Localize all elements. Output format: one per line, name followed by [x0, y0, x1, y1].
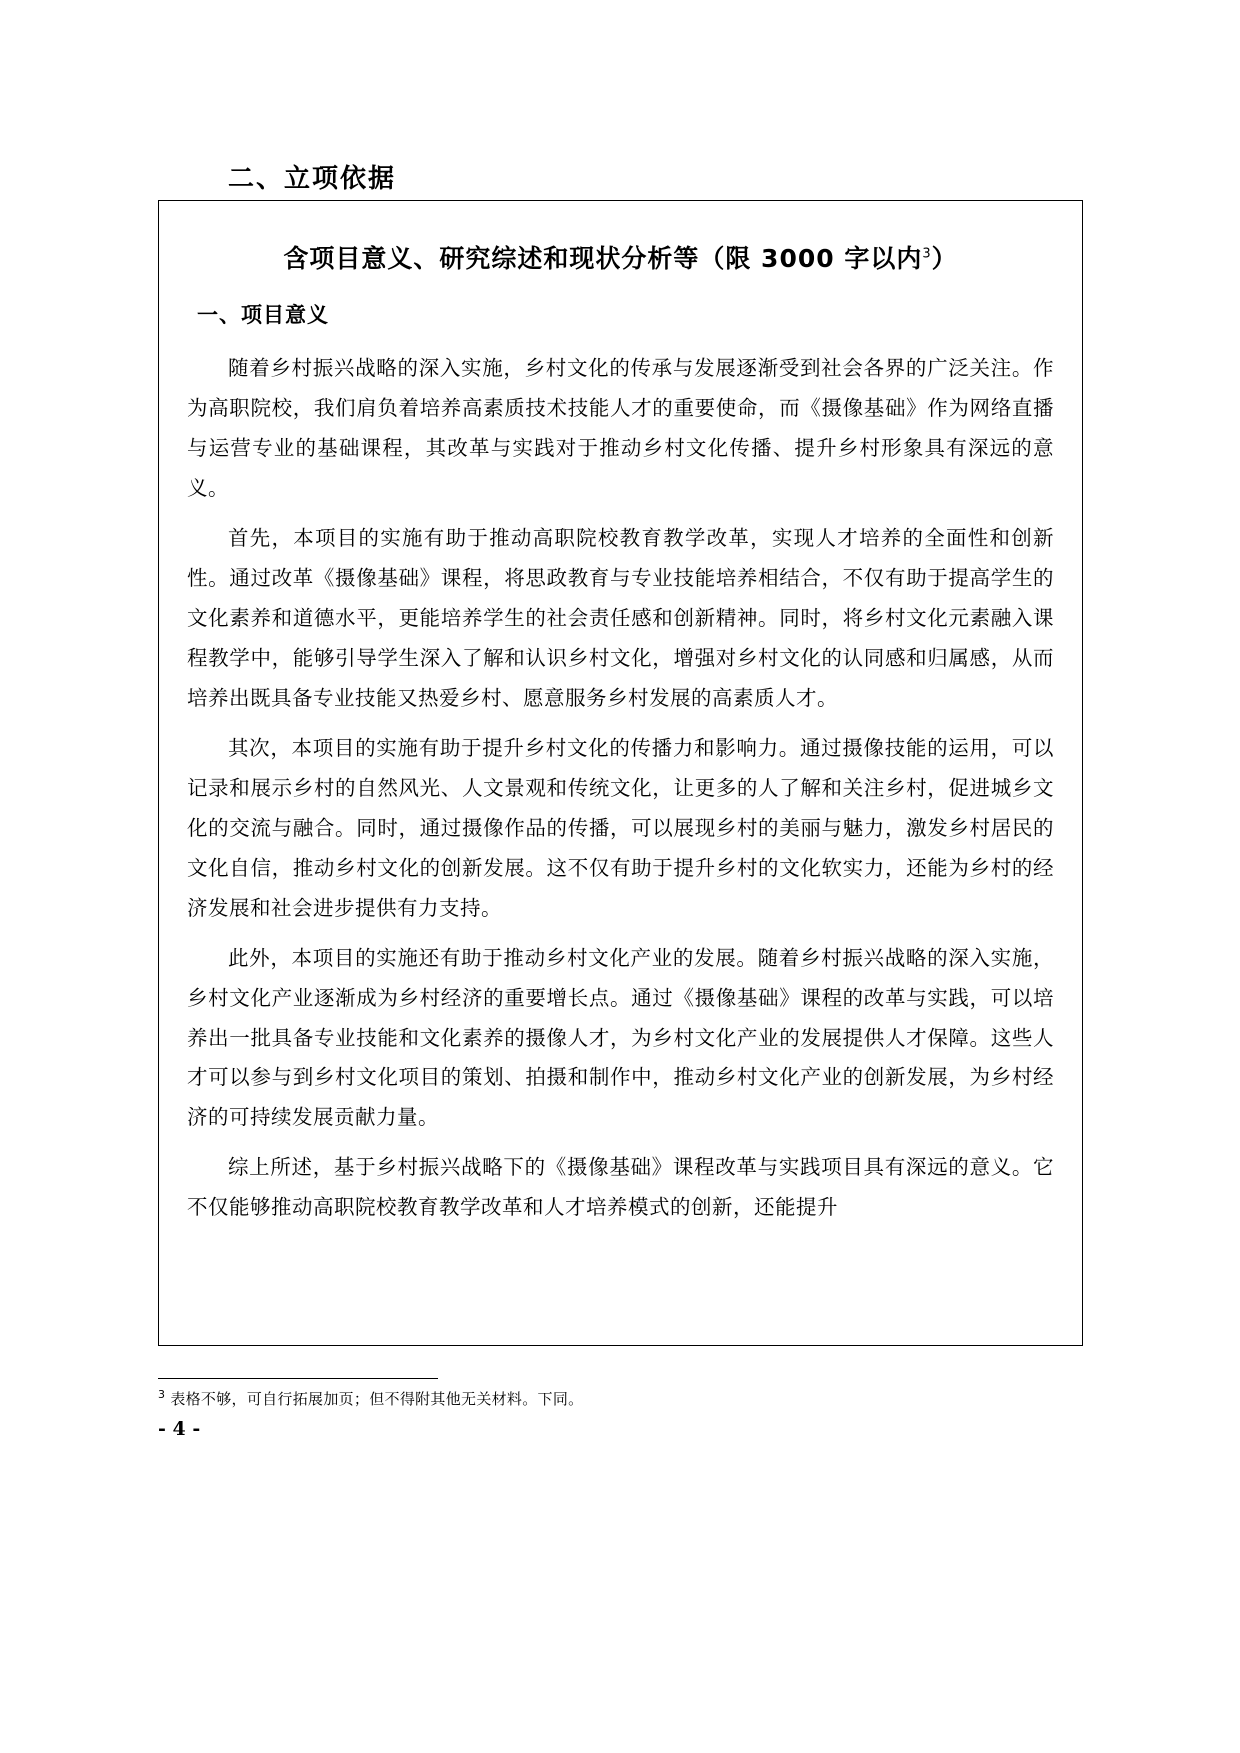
footnote [158, 1388, 1058, 1409]
footnote-divider [158, 1378, 438, 1379]
paragraph: 其次，本项目的实施有助于提升乡村文化的传播力和影响力。通过摄像技能的运用，可以记录和展示乡村的自然风光、人文景观和传统文化，让更多的人了解和关注乡村，促进城乡文化的交流与融合。同时，通过摄像作品的传播，可以展现乡村的美丽与魅力，激发乡村居民的文化自信，推动乡村文化的创新发展。这不仅有助于提升乡村的文化软实力，还能为乡村的经济发展和社会进步提供有力支持。 [187, 735, 1054, 920]
sub-heading: 一、项目意义 [197, 303, 329, 327]
footnote-marker: 3 [158, 1388, 166, 1401]
footnote-text: 表格不够，可自行拓展加页；但不得附其他无关材料。下同。 [170, 1390, 584, 1408]
paragraph: 此外，本项目的实施还有助于推动乡村文化产业的发展。随着乡村振兴战略的深入实施，乡村文化产业逐渐成为乡村经济的重要增长点。通过《摄像基础》课程的改革与实践，可以培养出一批具备专业技能和文化素养的摄像人才，为乡村文化产业的发展提供人才保障。这些人才可以参与到乡村文化项目的策划、拍摄和制作中，推动乡村文化产业的创新发展，为乡村经济的可持续发展贡献力量。 [187, 945, 1054, 1130]
box-title-text: 含项目意义、研究综述和现状分析等（限 3000 字以内 [283, 244, 923, 273]
box-title-suffix: ） [931, 244, 958, 273]
paragraph: 综上所述，基于乡村振兴战略下的《摄像基础》课程改革与实践项目具有深远的意义。它不仅能够推动高职院校教育教学改革和人才培养模式的创新，还能提升 [187, 1155, 1054, 1220]
box-title [187, 239, 1054, 275]
paragraph: 随着乡村振兴战略的深入实施，乡村文化的传承与发展逐渐受到社会各界的广泛关注。作为高职院校，我们肩负着培养高素质技术技能人才的重要使命，而《摄像基础》作为网络直播与运营专业的基础课程，其改革与实践对于推动乡村文化传播、提升乡村形象具有深远的意义。 [187, 356, 1054, 500]
paragraph: 首先，本项目的实施有助于推动高职院校教育教学改革，实现人才培养的全面性和创新性。通过改革《摄像基础》课程，将思政教育与专业技能培养相结合，不仅有助于提高学生的文化素养和道德水平，更能培养学生的社会责任感和创新精神。同时，将乡村文化元素融入课程教学中，能够引导学生深入了解和认识乡村文化，增强对乡村文化的认同感和归属感，从而培养出既具备专业技能又热爱乡村、愿意服务乡村发展的高素质人才。 [187, 525, 1054, 710]
page-title: 二、立项依据 [228, 164, 397, 194]
box-title-footnote-marker: 3 [922, 246, 932, 262]
page-number: - 4 - [158, 1418, 201, 1440]
content-box [158, 200, 1083, 1346]
